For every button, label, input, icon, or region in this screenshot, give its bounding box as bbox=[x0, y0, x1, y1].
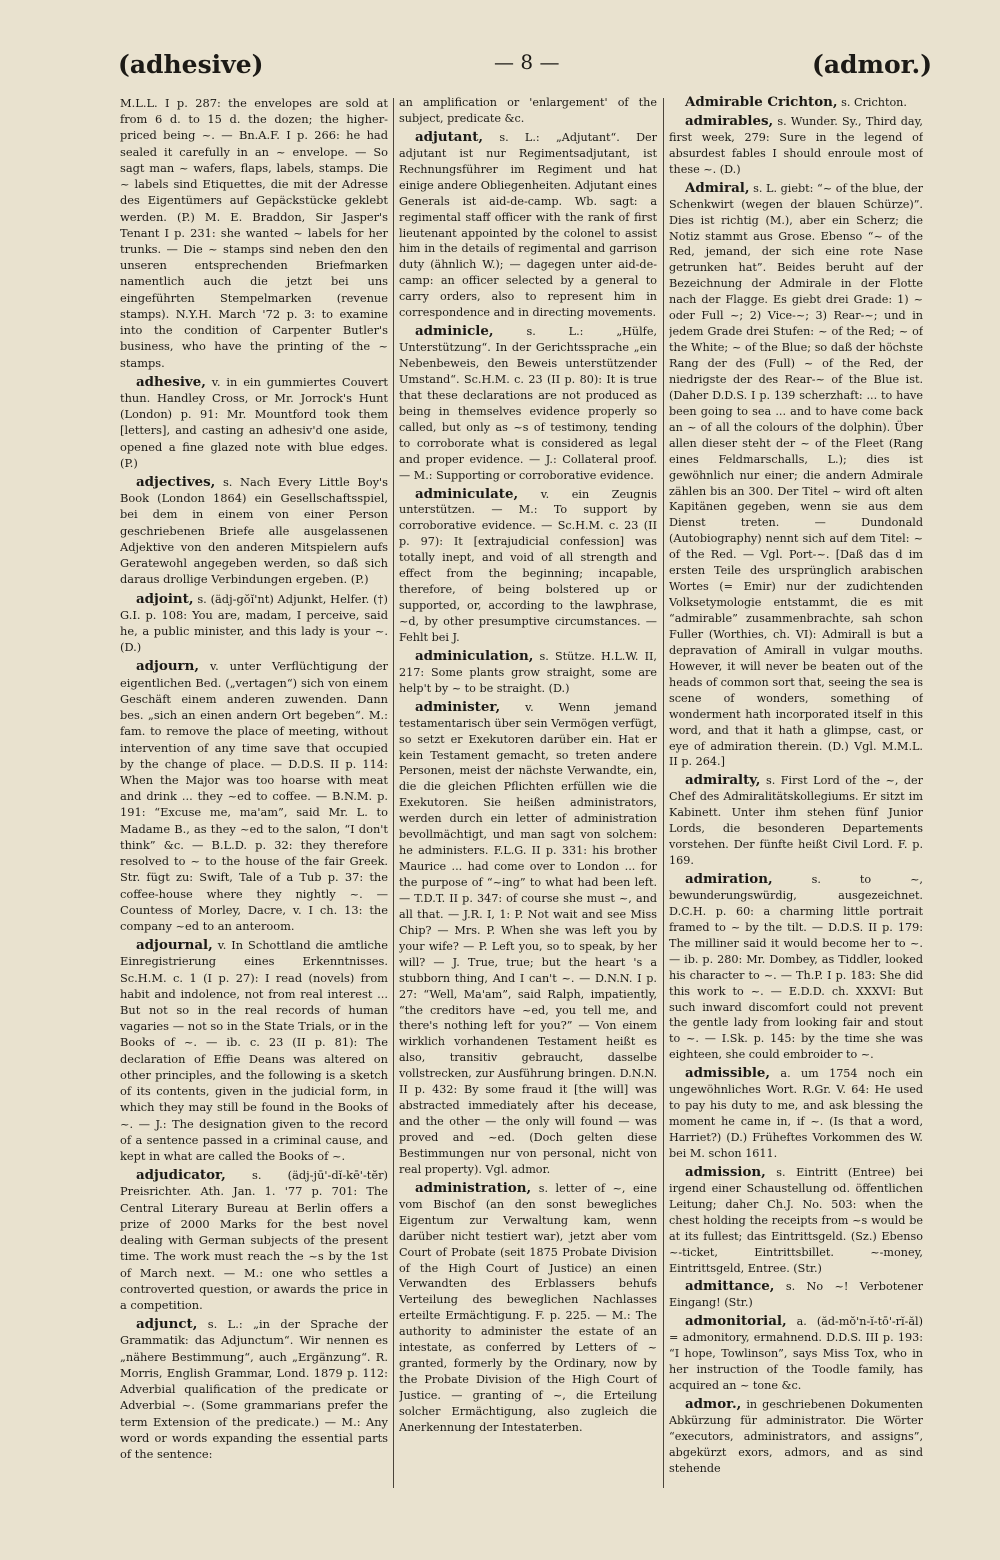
header-right-guideword: (admor.) bbox=[812, 50, 933, 79]
entry-headword: admiration, bbox=[685, 871, 773, 887]
dictionary-entry bbox=[669, 114, 923, 178]
entry-text: s. Crichton. bbox=[841, 96, 907, 109]
entry-text: s. L.: „Adjutant“. Der adjutant ist nur Regimentsadjutant, ist Rechnungsführer im Regiment und hat einige andere Obliegenheiten. Adjutant eines Generals ist aid-de-camp. Wb. sagt: a regimental staff officer with the rank of first lieutenant appointed by the colonel to assist him in the details of regimental and garrison duty (ähnlich W.); — dagegen unter aid-de-camp: an officer selected by a general to carry orders, also to represent him in correspondence and in directing movements. bbox=[399, 130, 657, 320]
text-column-2 bbox=[399, 95, 657, 1495]
entry-text: v. Wenn jemand testamentarisch über sein Vermögen verfügt, so setzt er Exekutoren darüber ein. Hat er kein Testament gemacht, so treten andere Personen, meist der nächste Verwandte, ein, die die gleichen Pflichten erfüllen wie die Exekutoren. Sie heißen administrators, werden durch ein letter of administration bevollmächtigt, und man sagt von solchem: he administers. F.L.G. II p. 331: his brother Maurice ... had come over to London ... for the purpose of “~ing” to what had been left. — T.D.T. II p. 347: of course she must ~, and all that. — J.R. I, 1: P. Not wait and see Miss Chip? — Mrs. P. When she was left you by your wife? — P. Left you, so to speak, by her will? — J. True, true; but the heart 's a stubborn thing, And I can't ~. — D.N.N. I p. 27: “Well, Ma'am”, said Ralph, impatiently, “the creditors have ~ed, you tell me, and there's nothing left for you?” — Von einem wirklich vorhandenen Testament heißt es also, transitiv gebraucht, dasselbe vollstrecken, zur Ausführung bringen. D.N.N. II p. 432: By some fraud it [the will] was abstracted immediately after his decease, and the other — the only will found — was proved and ~ed. (Doch gelten diese Bestimmungen nur von personal, nicht von real property). Vgl. admor. bbox=[399, 700, 657, 1176]
entry-headword: admissible, bbox=[685, 1065, 771, 1082]
dictionary-entry bbox=[399, 130, 657, 321]
entry-text: an amplification or 'enlargement' of the subject, predicate &c. bbox=[399, 96, 657, 125]
entry-text: v. in ein gummiertes Couvert thun. Handley Cross, or Mr. Jorrock's Hunt (London) p. 91: Mr. Mountford took them [letters], and casting an adhesiv'd one aside, opened a fine glazed note with blue edges. (P.) bbox=[120, 374, 388, 470]
dictionary-entry bbox=[399, 649, 657, 697]
entry-headword: admirables, bbox=[685, 112, 774, 129]
column-divider-2 bbox=[663, 98, 664, 1488]
entry-headword: adjoint, bbox=[136, 590, 194, 607]
page-number: — 8 — bbox=[494, 50, 560, 74]
dictionary-entry bbox=[399, 1181, 657, 1436]
text-column-3 bbox=[669, 95, 923, 1495]
entry-headword: admonitorial, bbox=[685, 1313, 787, 1330]
dictionary-entry bbox=[669, 181, 923, 771]
entry-headword: adjutant, bbox=[415, 128, 484, 145]
entry-headword: adminiculation, bbox=[415, 647, 534, 664]
dictionary-entry bbox=[399, 700, 657, 1178]
dictionary-entry bbox=[669, 95, 923, 111]
entry-headword: admiralty, bbox=[685, 772, 761, 789]
dictionary-entry bbox=[669, 1314, 923, 1394]
header-left-guideword: (adhesive) bbox=[118, 50, 264, 79]
dictionary-entry bbox=[120, 474, 388, 588]
entry-headword: adhesive, bbox=[136, 373, 206, 390]
entry-headword: Admiral, bbox=[685, 179, 750, 196]
entry-text: s. L. giebt: “~ of the blue, der Schenkwirt (wegen der blauen Schürze)”. Dies ist richtig (M.), aber ein Scherz; die Notiz stammt aus Grose. Ebenso “~ of the Red, jemand, der sich eine rote Nase getrunken hat”. Beides beruht auf der Bezeichnung der Admirale in der Flotte nach der Flagge. Es giebt drei Grade: 1) ~ oder Full ~; 2) Vice-~; 3) Rear-~; und in jedem Grade drei Stufen: ~ of the Red; ~ of the White; ~ of the Blue; so daß der höchste Rang der des (Full) ~ of the Red, der niedrigste der des Rear-~ of the Blue ist. (Daher D.D.S. I p. 139 scherzhaft: ... to have been going to sea ... and to have come back an ~ of all the colours of the dolphin). Über allen dieser steht der ~ of the Fleet (Rang eines Feldmarschalls, L.); dies ist gewöhnlich nur einer; die andern Admirale zählen bis an 300. Der Titel ~ wird oft alten Kapitänen gegeben, wenn sie aus dem Dienst treten. — Dundonald (Autobiography) nennt sich auf dem Titel: ~ of the Red. — Vgl. Port-~. [Daß das d im ersten Teile des ursprünglich arabischen Wortes (= Emir) nur der zudichtenden Volksetymologie entstammt, die es mit “admirable” zusammenbrachte, sah schon Fuller (Worthies, ch. VI): Admirall is but a depravation of Amirall in vulgar mouths. However, it will never be beaten out of the heads of common sort that, seeing the sea is scene of wonders, something of wonderment hath incorporated itself in this word, and that it hath a glimpse, cast, or eye of admiration therein. (D.) Vgl. M.M.L. II p. 264.] bbox=[669, 181, 923, 769]
dictionary-entry bbox=[669, 1279, 923, 1311]
dictionary-entry bbox=[120, 95, 388, 371]
entry-text: s. (ädj-jū'-dĭ-kē'-tĕr) Preisrichter. Ath. Jan. 1. '77 p. 701: The Central Literary Bureau at Berlin offers a prize of 2000 Marks for the best novel dealing with German subjects of the present time. The work must reach the ~s by the 1st of March next. — M.: one who settles a controverted question, or awards the price in a competition. bbox=[120, 1168, 388, 1312]
dictionary-entry bbox=[669, 1066, 923, 1162]
entry-text: v. In Schottland die amtliche Einregistrierung eines Erkenntnisses. Sc.H.M. c. 1 (I p. 27): I read (novels) from habit and indolence, not from real interest ... But not so in the real records of human vagaries — not so in the State Trials, or in the Books of ~. — ib. c. 23 (II p. 81): The declaration of Effie Deans was altered on other principles, and the following is a sketch of its contents, given in the judicial form, in which they may still be found in the Books of ~. — J.: The designation given to the record of a sentence passed in a criminal cause, and kept in what are called the Books of ~. bbox=[120, 938, 388, 1163]
entry-text: a. um 1754 noch ein ungewöhnliches Wort. R.Gr. V. 64: He used to pay his duty to me, and ask blessing the moment he came in, if ~. (Is that a word, Harriet?) (D.) Früheftes Vorkommen des W. bei M. schon 1611. bbox=[669, 1067, 923, 1160]
entry-headword: adjunct, bbox=[136, 1316, 198, 1333]
entry-text: M.L.L. I p. 287: the envelopes are sold at from 6 d. to 15 d. the dozen; the higher-priced being ~. — Bn.A.F. I p. 266: he had sealed it carefully in an ~ envelope. — So sagt man ~ wafers, flaps, labels, stamps. Die ~ labels sind Etiquettes, die mit der Adresse des Eigentümers auf Gepäckstücke geklebt werden. (P.) M. E. Braddon, Sir Jasper's Tenant I p. 231: she wanted ~ labels for her trunks. — Die ~ stamps sind neben den den unseren entsprechenden Briefmarken namentlich auch die jetzt bei uns eingeführten Stempelmarken (revenue stamps). N.Y.H. March '72 p. 3: to examine into the condition of Carpenter Butler's business, who have the printing of the ~ stamps. bbox=[120, 96, 388, 370]
dictionary-entry bbox=[399, 324, 657, 483]
entry-text: s. Wunder. Sy., Third day, first week, 279: Sure in the legend of absurdest fables I should enroule most of these ~. (D.) bbox=[669, 114, 923, 176]
entry-headword: adminicle, bbox=[415, 323, 494, 340]
entry-text: s. letter of ~, eine vom Bischof (an den sonst bewegliches Eigentum zur Verwaltung kam, wenn darüber nicht testiert war), jetzt aber vom Court of Probate (seit 1875 Probate Division of the High Court of Justice) an einen Verwandten des Erblassers behufs Verteilung des beweglichen Nachlasses erteilte Ermächtigung. F. p. 225. — M.: The authority to administer the estate of an intestate, as conferred by Letters of ~ granted, formerly by the Ordinary, now by the Probate Division of the High Court of Justice. — granting of ~, die Erteilung solcher Ermächtigung, also zugleich die Anerkennung der Intestaterben. bbox=[399, 1181, 657, 1434]
column-divider-1 bbox=[393, 98, 394, 1488]
entry-headword: admittance, bbox=[685, 1278, 775, 1295]
entry-headword: administer, bbox=[415, 698, 501, 715]
dictionary-entry bbox=[669, 1165, 923, 1277]
entry-headword: Admirable Crichton, bbox=[685, 95, 838, 110]
entry-text: s. (ädj-gŏĭ'nt) Adjunkt, Helfer. (†) G.I. p. 108: You are, madam, I perceive, said he, a public minister, and this lady is your ~. (D.) bbox=[120, 591, 388, 655]
entry-text: s. First Lord of the ~, der Chef des Admiralitätskollegiums. Er sitzt im Kabinett. Unter ihm stehen fünf Junior Lords, die besonderen Departements vorstehen. Der fünfte heißt Civil Lord. F. p. 169. bbox=[669, 774, 923, 868]
entry-text: in geschriebenen Dokumenten Abkürzung für administrator. Die Wörter “executors, administrators, and assigns”, abgekürzt exors, admors, and as sind stehende bbox=[669, 1398, 923, 1475]
entry-headword: administration, bbox=[415, 1179, 532, 1196]
entry-text: v. ein Zeugnis unterstützen. — M.: To support by corroborative evidence. — Sc.H.M. c. 23 (II p. 97): It [extrajudicial confession] was totally inept, and void of all strength and effect from the beginning; incapable, therefore, of being bolstered up or supported, or, according to the lawphrase, ~d, by other presumptive circumstances. — Fehlt bei J. bbox=[399, 487, 657, 644]
entry-text: v. unter Verflüchtigung der eigentlichen Bed. („vertagen“) sich von einem Geschäft einem anderen zuwenden. Dann bes. „sich an einen andern Ort begeben“. M.: fam. to remove the place of meeting, without intervention of any time save that occupied by the change of place. — D.D.S. II p. 114: When the Major was too hoarse with meat and drink ... they ~ed to coffee. — B.N.M. p. 191: “Excuse me, ma'am”, said Mr. L. to Madame B., as they ~ed to the salon, “I don't think” &c. — B.L.D. p. 32: they therefore resolved to ~ to the house of the fair Greek. Str. fügt zu: Swift, Tale of a Tub p. 37: the coffee-house where they nightly ~. — Countess of Morley, Dacre, v. I ch. 13: the company ~ed to an anteroom. bbox=[120, 659, 388, 933]
dictionary-entry bbox=[120, 1167, 388, 1313]
entry-text: s. Eintritt (Entree) bei irgend einer Schaustellung od. öffentlichen Leitung; daher Ch.J. No. 503: when the chest holding the receipts from ~s would be at its fullest; das Eintrittsgeld. (Sz.) Ebenso ~-ticket, Eintrittsbillet. ~-money, Eintrittsgeld, Entree. (Str.) bbox=[669, 1165, 923, 1275]
dictionary-entry bbox=[399, 487, 657, 646]
entry-text: s. L.: „Hülfe, Unterstützung“. In der Gerichtssprache „ein Nebenbeweis, den Beweis unterstützender Umstand“. Sc.H.M. c. 23 (II p. 80): It is true that these declarations are not produced as being in themselves evidence properly so called, but only as ~s of testimony, tending to corroborate what is considered as legal and proper evidence. — J.: Collateral proof. — M.: Supporting or corroborative evidence. bbox=[399, 325, 657, 482]
dictionary-entry bbox=[120, 658, 388, 934]
entry-headword: adjectives, bbox=[136, 474, 216, 491]
entry-text: s. Nach Every Little Boy's Book (London 1864) ein Gesellschaftsspiel, bei dem in einem von einer Person geschriebenen Briefe alle ausgelassenen Adjektive von den anderen Mitspielern aufs Geratewohl angegeben werden, so daß sich daraus drollige Verbindungen ergeben. (P.) bbox=[120, 475, 388, 587]
dictionary-entry bbox=[120, 1316, 388, 1462]
dictionary-entry bbox=[120, 374, 388, 471]
entry-text: s. L.: „in der Sprache der Grammatik: das Adjunctum“. Wir nennen es „nähere Bestimmung“, auch „Ergänzung“. R. Morris, English Grammar, Lond. 1879 p. 112: Adverbial qualification of the predicate or Adverbial ~. (Some grammarians prefer the term Extension of the predicate.) — M.: Any word or words expanding the essential parts of the sentence: bbox=[120, 1317, 388, 1461]
dictionary-entry bbox=[669, 872, 923, 1063]
entry-headword: admor., bbox=[685, 1396, 742, 1412]
entry-headword: adjourn, bbox=[136, 658, 200, 675]
entry-text: s. to ~, bewunderungswürdig, ausgezeichnet. D.C.H. p. 60: a charming little portrait framed to ~ by the tilt. — D.D.S. II p. 179: The milliner said it would become her to ~. — ib. p. 280: Mr. Dombey, as Tiddler, looked his character to ~. — Th.P. I p. 183: She did this work to ~. — E.D.D. ch. XXXVI: But such inward discomfort could not prevent the gentle lady from looking fair and stout to ~. — I.Sk. p. 145: by the time she was eighteen, she could embroider to ~. bbox=[669, 873, 923, 1062]
dictionary-entry bbox=[669, 1397, 923, 1477]
dictionary-entry bbox=[120, 591, 388, 656]
entry-headword: admission, bbox=[685, 1163, 766, 1180]
entry-headword: adminiculate, bbox=[415, 485, 519, 502]
entry-headword: adjournal, bbox=[136, 937, 213, 954]
entry-text: s. No ~! Verbotener Eingang! (Str.) bbox=[669, 1280, 923, 1310]
entry-text: a. (ăd-mŏ'n-ĭ-tō'-rĭ-ăl) = admonitory, ermahnend. D.D.S. III p. 193: “I hope, Towlinson”, says Miss Tox, who in her instruction of the Toodle family, has acquired an ~ tone &c. bbox=[669, 1315, 923, 1393]
dictionary-entry bbox=[399, 95, 657, 127]
dictionary-entry bbox=[120, 937, 388, 1164]
text-column-1 bbox=[120, 95, 388, 1495]
dictionary-entry bbox=[669, 773, 923, 869]
entry-text: s. Stütze. H.L.W. II, 217: Some plants grow straight, some are help't by ~ to be straight. (D.) bbox=[399, 649, 657, 695]
entry-headword: adjudicator, bbox=[136, 1167, 226, 1184]
